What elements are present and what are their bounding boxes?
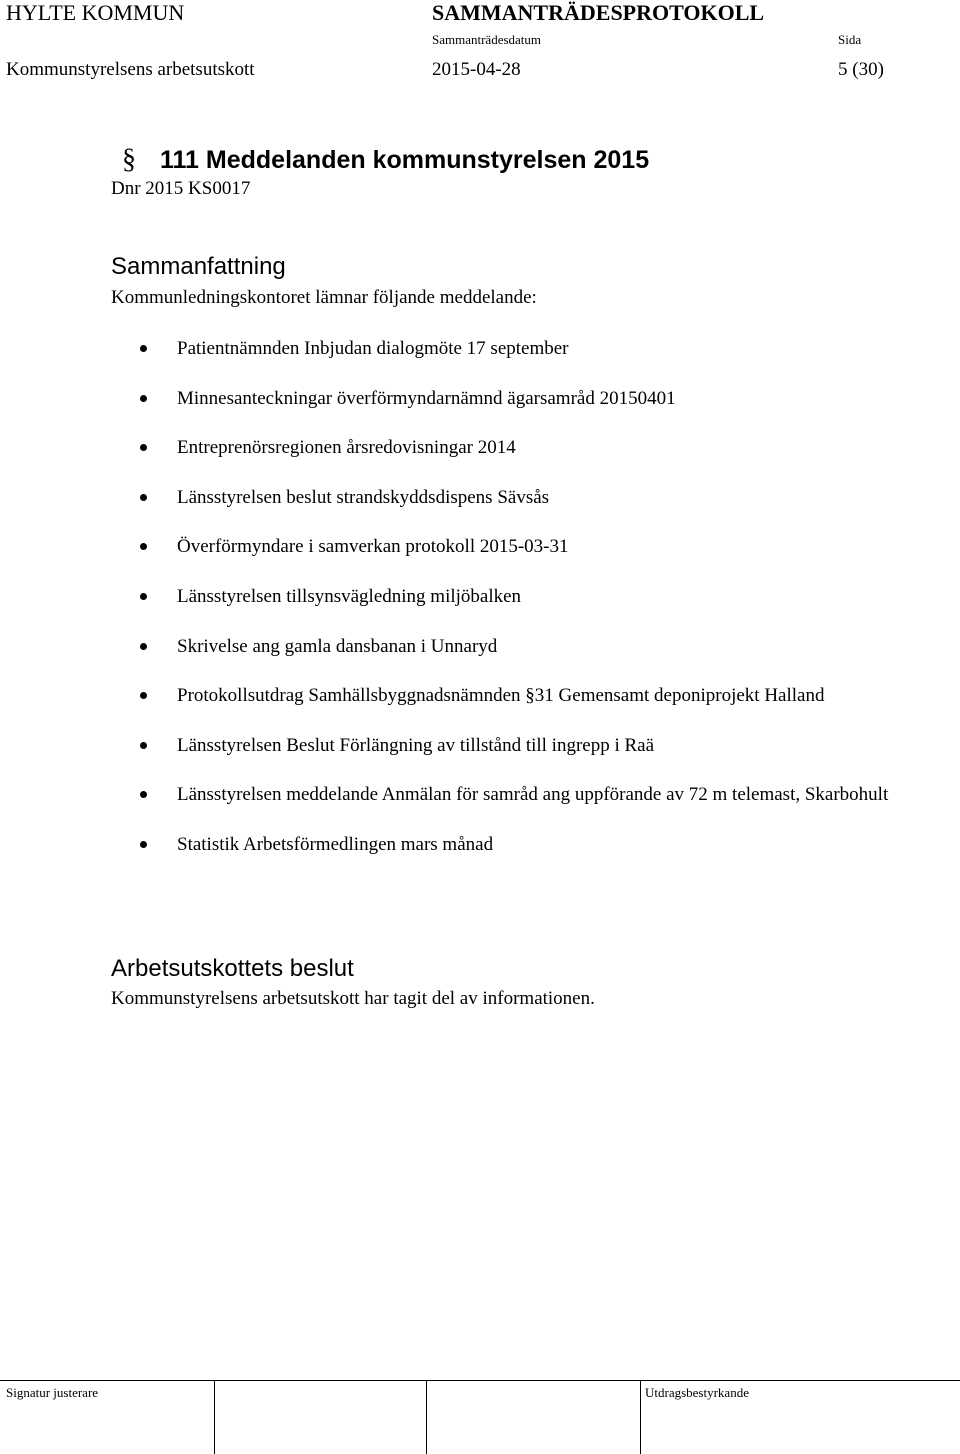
list-item-text: Statistik Arbetsförmedlingen mars månad — [177, 833, 494, 855]
footer-separator — [640, 1380, 641, 1454]
bullet-icon — [140, 742, 147, 749]
list-item-text: Skrivelse ang gamla dansbanan i Unnaryd — [177, 635, 498, 657]
section-title: 111 Meddelanden kommunstyrelsen 2015 — [160, 146, 650, 174]
list-item-text: Överförmyndare i samverkan protokoll 2015-03-31 — [177, 536, 569, 558]
decision-text: Kommunstyrelsens arbetsutskott har tagit del av informationen. — [111, 988, 595, 1009]
list-item — [140, 336, 940, 361]
bullet-icon — [140, 593, 147, 600]
committee-name: Kommunstyrelsens arbetsutskott — [6, 59, 255, 80]
list-item-text: Länsstyrelsen Beslut Förlängning av tillstånd till ingrepp i Raä — [177, 734, 655, 756]
bullet-icon — [140, 395, 147, 402]
list-item-text: Entreprenörsregionen årsredovisningar 2014 — [177, 437, 516, 459]
message-list — [140, 336, 940, 882]
bullet-icon — [140, 494, 147, 501]
document-type: SAMMANTRÄDESPROTOKOLL — [432, 0, 765, 25]
meeting-date: 2015-04-28 — [432, 59, 521, 80]
summary-heading: Sammanfattning — [111, 253, 286, 280]
summary-intro: Kommunledningskontoret lämnar följande meddelande: — [111, 287, 537, 308]
list-item — [140, 683, 940, 708]
list-item — [140, 386, 940, 411]
list-item — [140, 733, 940, 758]
diary-number: Dnr 2015 KS0017 — [111, 178, 251, 199]
extract-label: Utdragsbestyrkande — [645, 1385, 749, 1400]
bullet-icon — [140, 643, 147, 650]
footer-separator — [214, 1380, 215, 1454]
list-item — [140, 832, 940, 857]
list-item — [140, 435, 940, 460]
list-item-text: Länsstyrelsen beslut strandskyddsdispens Sävsås — [177, 486, 550, 508]
page-label: Sida — [838, 32, 862, 47]
list-item — [140, 584, 940, 609]
date-label: Sammanträdesdatum — [432, 32, 542, 47]
list-item-text: Patientnämnden Inbjudan dialogmöte 17 september — [177, 338, 569, 359]
bullet-icon — [140, 543, 147, 550]
list-item-text: Protokollsutdrag Samhällsbyggnadsnämnden §31 Gemensamt deponiprojekt Halland — [177, 685, 825, 707]
footer-divider — [0, 1380, 960, 1381]
list-item-text: Länsstyrelsen tillsynsvägledning miljöbalken — [177, 585, 522, 607]
footer-separator — [426, 1380, 427, 1454]
list-item — [140, 634, 940, 659]
page-number: 5 (30) — [838, 59, 884, 80]
list-item — [140, 534, 940, 559]
paragraph-sign: § — [122, 144, 136, 175]
decision-heading: Arbetsutskottets beslut — [111, 955, 354, 982]
list-item — [140, 485, 940, 510]
signature-label: Signatur justerare — [6, 1385, 99, 1400]
list-item — [140, 782, 940, 807]
bullet-icon — [140, 444, 147, 451]
bullet-icon — [140, 791, 147, 798]
bullet-icon — [140, 841, 147, 848]
bullet-icon — [140, 345, 147, 352]
organization-name: HYLTE KOMMUN — [6, 0, 185, 25]
list-item-text: Minnesanteckningar överförmyndarnämnd ägarsamråd 20150401 — [177, 387, 676, 409]
list-item-text: Länsstyrelsen meddelande Anmälan för samråd ang uppförande av 72 m telemast, Skarbohult — [177, 784, 889, 806]
bullet-icon — [140, 692, 147, 699]
